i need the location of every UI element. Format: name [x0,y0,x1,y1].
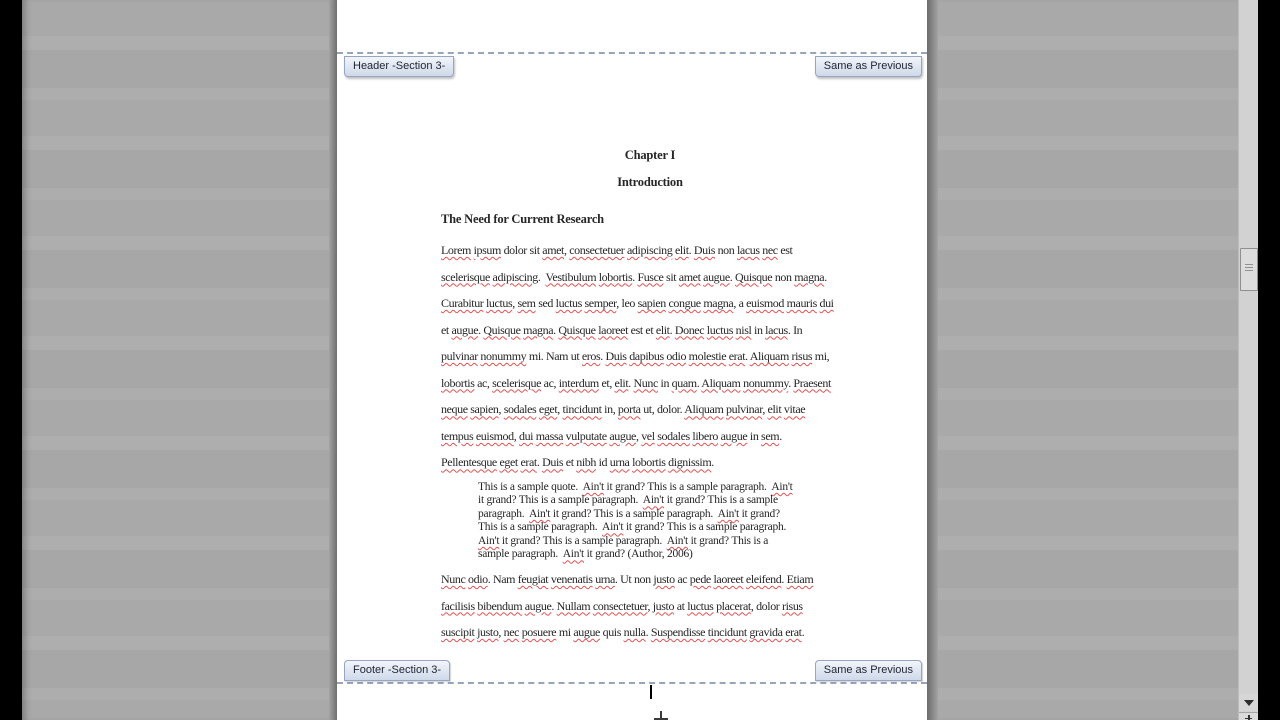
page-left-edge-shadow [329,0,337,720]
letterbox-left [0,0,22,720]
document-text-line: it grand? This is a sample paragraph. Ain't it grand? This is a sample [478,494,778,507]
document-text-line: suscipit justo, nec posuere mi augue quis nulla. Suspendisse tincidunt gravida erat. [441,625,805,640]
footer-boundary-line [337,682,927,684]
page-right-edge-shadow [927,0,938,720]
scroll-down-button[interactable] [1239,694,1258,711]
document-text-line: paragraph. Ain't it grand? This is a sample paragraph. Ain't it grand? [478,507,780,520]
section-heading: The Need for Current Research [441,212,604,226]
grip-lines-icon [1245,264,1253,273]
vertical-scrollbar[interactable] [1238,0,1259,720]
document-text-line: sample paragraph. Ain't it grand? (Author, 2006) [478,548,693,561]
footer-section-tag: Footer -Section 3- [344,660,450,681]
previous-page-button[interactable] [1239,712,1258,720]
header-boundary-line [337,52,927,54]
body-paragraph-2 [441,566,859,646]
document-text-line: pulvinar nonummy mi. Nam ut eros. Duis dapibus odio molestie erat. Aliquam risus mi, [441,349,830,364]
scrollbar-thumb[interactable] [1240,248,1258,291]
triangle-down-icon [1244,700,1254,706]
letterbox-right [1258,0,1280,720]
document-text-line: scelerisque adipiscing. Vestibulum lobortis. Fusce sit amet augue. Quisque non magna. [441,269,827,284]
header-same-as-previous-tag: Same as Previous [815,56,922,77]
ibeam-pointer-icon [654,711,668,720]
document-text-line: facilisis bibendum augue. Nullam consectetuer, justo at luctus placerat, dolor risus [441,598,803,613]
previous-page-icon [1245,715,1252,720]
document-text-line: Ain't it grand? This is a sample paragraph. Ain't it grand? This is a [478,534,769,547]
document-text-line: lobortis ac, scelerisque ac, interdum et, elit. Nunc in quam. Aliquam nonummy. Praesent [441,375,831,390]
header-section-tag: Header -Section 3- [344,56,454,77]
document-page[interactable] [337,0,927,720]
document-text-line: Pellentesque eget erat. Duis et nibh id urna lobortis dignissim. [441,455,714,470]
document-text-line: tempus euismod, dui massa vulputate augue, vel sodales libero augue in sem. [441,428,782,443]
document-text-line: Curabitur luctus, sem sed luctus semper, leo sapien congue magna, a euismod mauris dui [441,296,834,311]
chapter-subtitle: Introduction [617,175,683,189]
document-text-line: Lorem ipsum dolor sit amet, consectetuer adipiscing elit. Duis non lacus nec est [441,243,793,257]
body-paragraph-1 [441,237,859,476]
footer-same-as-previous-tag: Same as Previous [815,660,922,681]
document-text-line: neque sapien, sodales eget, tincidunt in, porta ut, dolor. Aliquam pulvinar, elit vitae [441,402,806,417]
block-quote [478,481,830,562]
document-text-line: et augue. Quisque magna. Quisque laoreet est et elit. Donec luctus nisl in lacus. In [441,322,803,337]
document-text-line: Nunc odio. Nam feugiat venenatis urna. Ut non justo ac pede laoreet eleifend. Etiam [441,572,814,586]
document-text-line: This is a sample quote. Ain't it grand? This is a sample paragraph. Ain't [478,481,793,493]
text-insertion-caret [650,685,652,699]
chapter-title: Chapter I [624,148,676,162]
document-text-line: This is a sample paragraph. Ain't it grand? This is a sample paragraph. [478,521,787,534]
